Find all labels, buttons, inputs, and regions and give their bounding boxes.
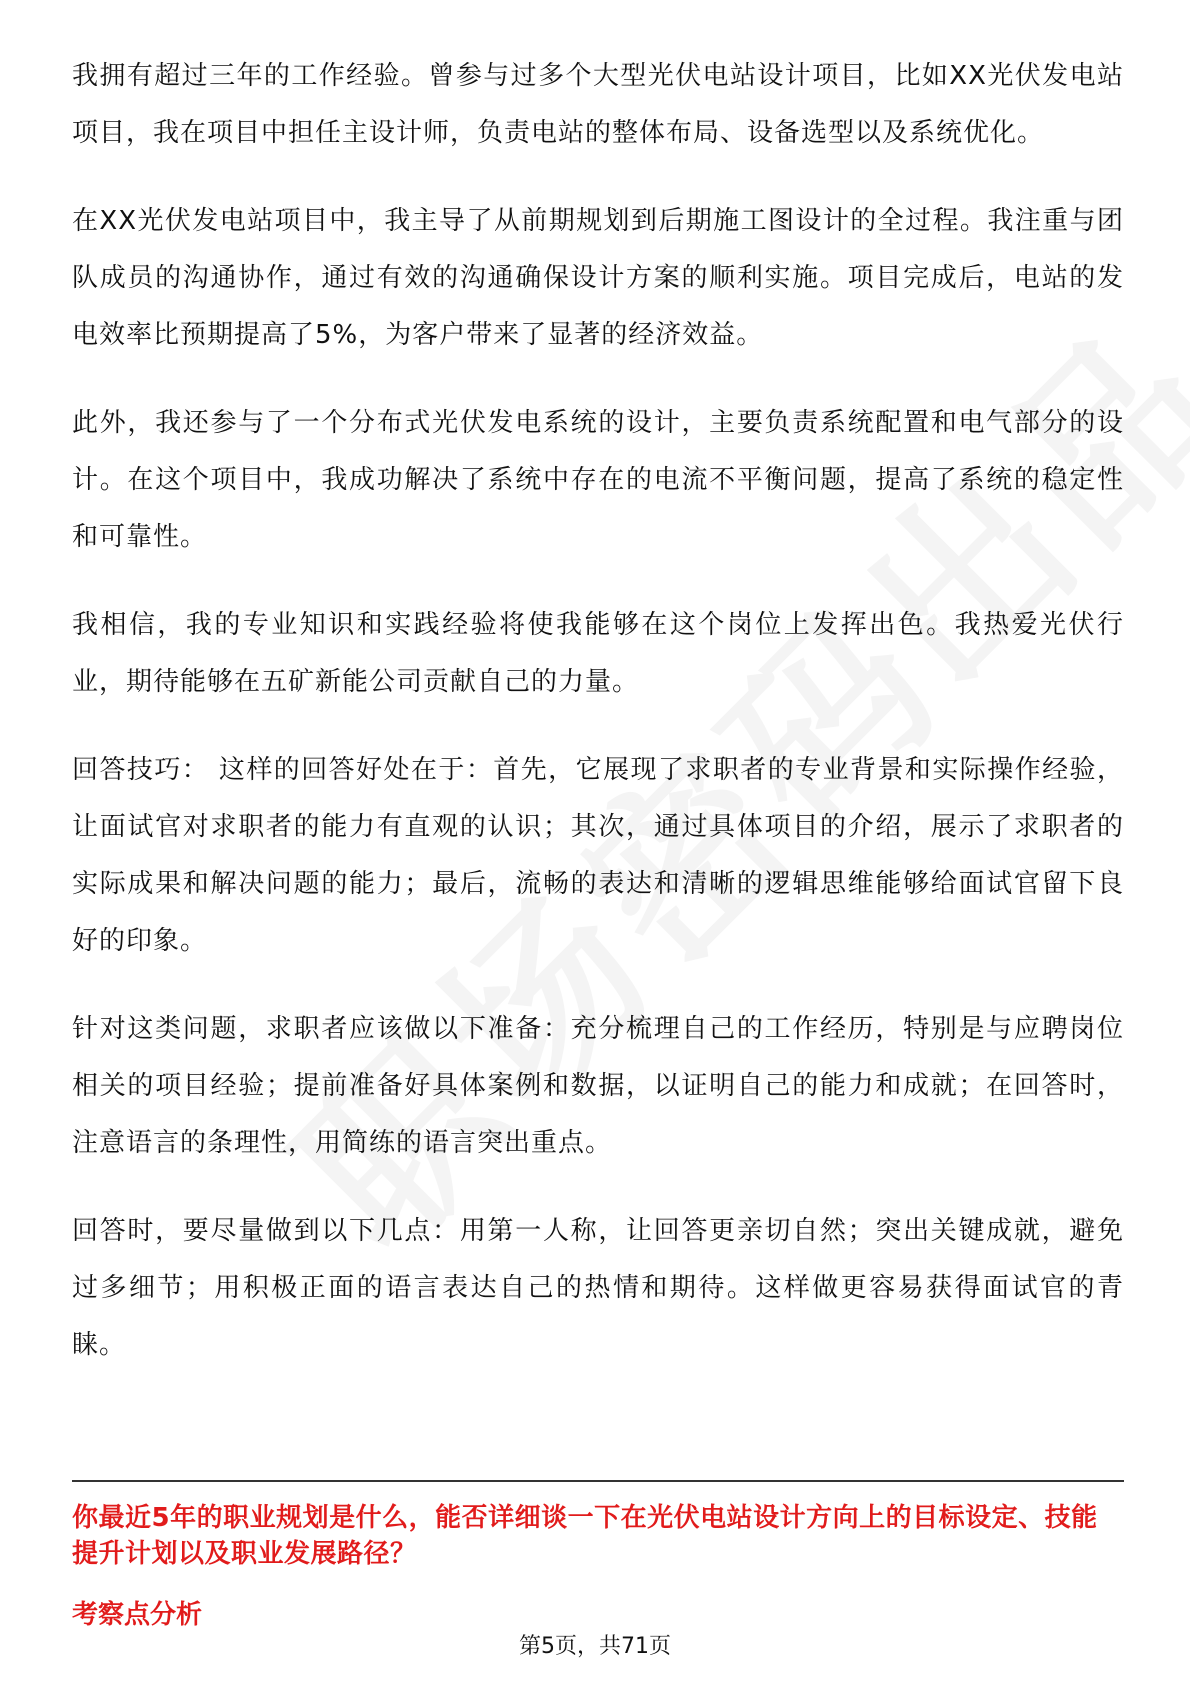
paragraph: 针对这类问题，求职者应该做以下准备：充分梳理自己的工作经历，特别是与应聘岗位相关的项目经验；提前准备好具体案例和数据，以证明自己的能力和成就；在回答时，注意语言的条理性，用简练的语言突出重点。 (72, 1014, 1124, 1158)
section-divider (72, 1480, 1124, 1482)
document-body (72, 48, 1124, 1405)
page-number-footer: 第5页，共71页 (519, 1634, 671, 1659)
interview-question-heading: 你最近5年的职业规划是什么，能否详细谈一下在光伏电站设计方向上的目标设定、技能提升计划以及职业发展路径？ (72, 1503, 1098, 1569)
section-title: 考察点分析 (72, 1600, 203, 1630)
paragraph: 回答时，要尽量做到以下几点：用第一人称，让回答更亲切自然；突出关键成就，避免过多细节；用积极正面的语言表达自己的热情和期待。这样做更容易获得面试官的青睐。 (72, 1216, 1124, 1360)
answer-tips-paragraph: 回答技巧： 这样的回答好处在于：首先，它展现了求职者的专业背景和实际操作经验，让面试官对求职者的能力有直观的认识；其次，通过具体项目的介绍，展示了求职者的实际成果和解决问题的能力；最后，流畅的表达和清晰的逻辑思维能够给面试官留下良好的印象。 (72, 755, 1124, 956)
paragraph: 在XX光伏发电站项目中，我主导了从前期规划到后期施工图设计的全过程。我注重与团队成员的沟通协作，通过有效的沟通确保设计方案的顺利实施。项目完成后，电站的发电效率比预期提高了5%，为客户带来了显著的经济效益。 (72, 206, 1124, 350)
paragraph: 我拥有超过三年的工作经验。曾参与过多个大型光伏电站设计项目，比如XX光伏发电站项目，我在项目中担任主设计师，负责电站的整体布局、设备选型以及系统优化。 (72, 61, 1124, 148)
paragraph: 我相信，我的专业知识和实践经验将使我能够在这个岗位上发挥出色。我热爱光伏行业，期待能够在五矿新能公司贡献自己的力量。 (72, 610, 1124, 697)
paragraph: 此外，我还参与了一个分布式光伏发电系统的设计，主要负责系统配置和电气部分的设计。在这个项目中，我成功解决了系统中存在的电流不平衡问题，提高了系统的稳定性和可靠性。 (72, 408, 1124, 552)
